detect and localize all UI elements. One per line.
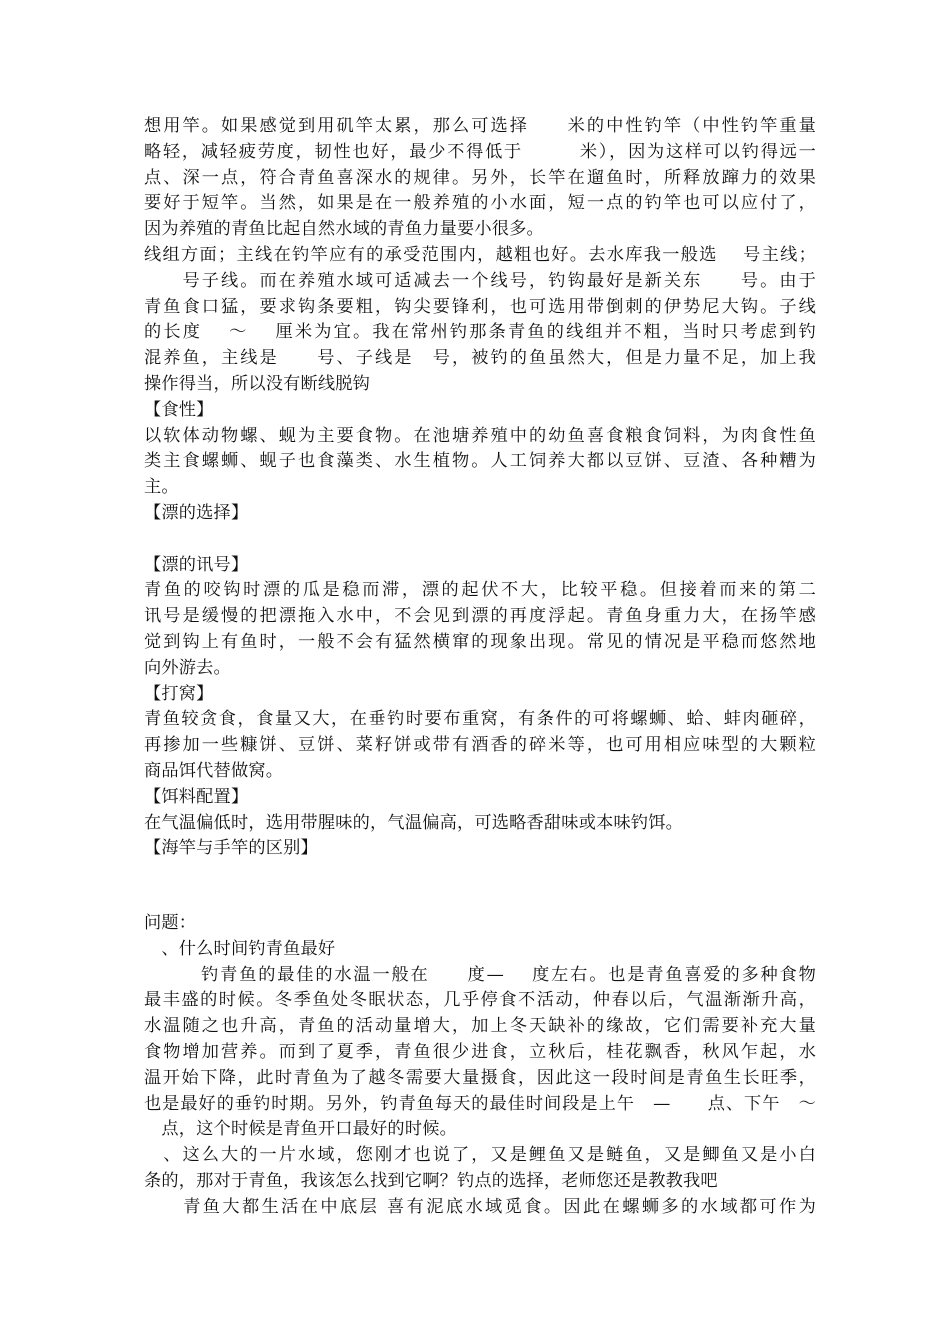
text-line: 青鱼食口猛，要求钩条要粗，钩尖要锋利，也可选用带倒刺的伊势尼大钩。子线 [144, 296, 816, 317]
text-line: 点、深一点，符合青鱼喜深水的规律。另外，长竿在遛鱼时，所释放蹿力的效果 [144, 167, 816, 188]
text-line: 【漂的讯号】 [144, 554, 249, 575]
text-line: 略轻，减轻疲劳度，韧性也好，最少不得低于 米），因为这样可以钓得远一 [144, 141, 816, 162]
text-line: 号子线。而在养殖水域可适减去一个线号，钓钩最好是新关东 号。由于 [144, 270, 816, 291]
text-line: 因为养殖的青鱼比起自然水域的青鱼力量要小很多。 [144, 219, 544, 240]
text-line: 主。 [144, 477, 179, 498]
text-line: 【打窝】 [144, 683, 214, 704]
text-line: 以软体动物螺、蚬为主要食物。在池塘养殖中的幼鱼喜食粮食饲料，为肉食性鱼 [144, 425, 816, 446]
text-line: 想用竿。如果感觉到用矶竿太累，那么可选择 米的中性钓竿（中性钓竿重量 [144, 116, 816, 136]
text-line: 水温随之也升高，青鱼的活动量增大，加上冬天缺补的缘故，它们需要补充大量 [144, 1016, 816, 1037]
text-line: 再掺加一些糠饼、豆饼、菜籽饼或带有酒香的碎米等，也可用相应味型的大颗粒 [144, 735, 816, 756]
text-line: 类主食螺蛳、蚬子也食藻类、水生植物。人工饲养大都以豆饼、豆渣、各种糟为 [144, 451, 816, 472]
text-line: 觉到钩上有鱼时，一般不会有猛然横窜的现象出现。常见的情况是平稳而悠然地 [144, 632, 816, 652]
text-line: 【饵料配置】 [144, 786, 249, 807]
text-line: 商品饵代替做窝。 [144, 761, 284, 781]
text-line: 【海竿与手竿的区别】 [144, 838, 318, 859]
text-line: 也是最好的垂钓时期。另外，钓青鱼每天的最佳时间段是上午 — 点、下午 ～ [144, 1093, 816, 1114]
text-line: 【食性】 [144, 399, 214, 420]
text-line: 条的，那对于青鱼，我该怎么找到它啊？钓点的选择，老师您还是教教我吧 [144, 1171, 718, 1191]
text-line: 温开始下降，此时青鱼为了越冬需要大量摄食，因此这一段时间是青鱼生长旺季， [144, 1067, 816, 1088]
text-line: 青鱼大都生活在中底层 喜有泥底水域觅食。因此在螺蛳多的水域都可作为 [144, 1196, 816, 1217]
text-line: 钓青鱼的最佳的水温一般在 度— 度左右。也是青鱼喜爱的多种食物 [144, 964, 816, 985]
text-line: 青鱼较贪食，食量又大，在垂钓时要布重窝，有条件的可将螺蛳、蛤、蚌肉砸碎， [144, 709, 816, 730]
text-line: 讯号是缓慢的把漂拖入水中，不会见到漂的再度浮起。青鱼身重力大，在扬竿感 [144, 606, 816, 627]
text-line: 线组方面；主线在钓竿应有的承受范围内，越粗也好。去水库我一般选 号主线； [144, 245, 816, 265]
text-line: 操作得当，所以没有断线脱钩 [144, 374, 371, 394]
text-line: 最丰盛的时候。冬季鱼处冬眠状态，几乎停食不活动，仲春以后，气温渐渐升高， [144, 990, 816, 1011]
text-line: 的长度 ～ 厘米为宜。我在常州钓那条青鱼的线组并不粗，当时只考虑到钓 [144, 322, 816, 343]
text-line: 要好于短竿。当然，如果是在一般养殖的小水面，短一点的钓竿也可以应付了， [144, 193, 816, 214]
text-line: 问题： [144, 913, 197, 933]
text-line: 向外游去。 [144, 657, 231, 678]
text-line: 青鱼的咬钩时漂的瓜是稳而滞，漂的起伏不大，比较平稳。但接着而来的第二 [144, 580, 816, 601]
text-line: 【漂的选择】 [144, 503, 249, 523]
text-line: 食物增加营养。而到了夏季，青鱼很少进食，立秋后，桂花飘香，秋风乍起，水 [144, 1042, 816, 1062]
text-line: 、这么大的一片水域，您刚才也说了，又是鲤鱼又是鲢鱼，又是鲫鱼又是小白 [144, 1145, 816, 1166]
text-line: 、什么时间钓青鱼最好 [144, 938, 336, 959]
text-line: 点，这个时候是青鱼开口最好的时候。 [144, 1119, 457, 1140]
text-line: 混养鱼，主线是 号、子线是 号，被钓的鱼虽然大，但是力量不足，加上我 [144, 348, 816, 369]
text-line: 在气温偏低时，选用带腥味的，气温偏高，可选略香甜味或本味钓饵。 [144, 812, 684, 833]
